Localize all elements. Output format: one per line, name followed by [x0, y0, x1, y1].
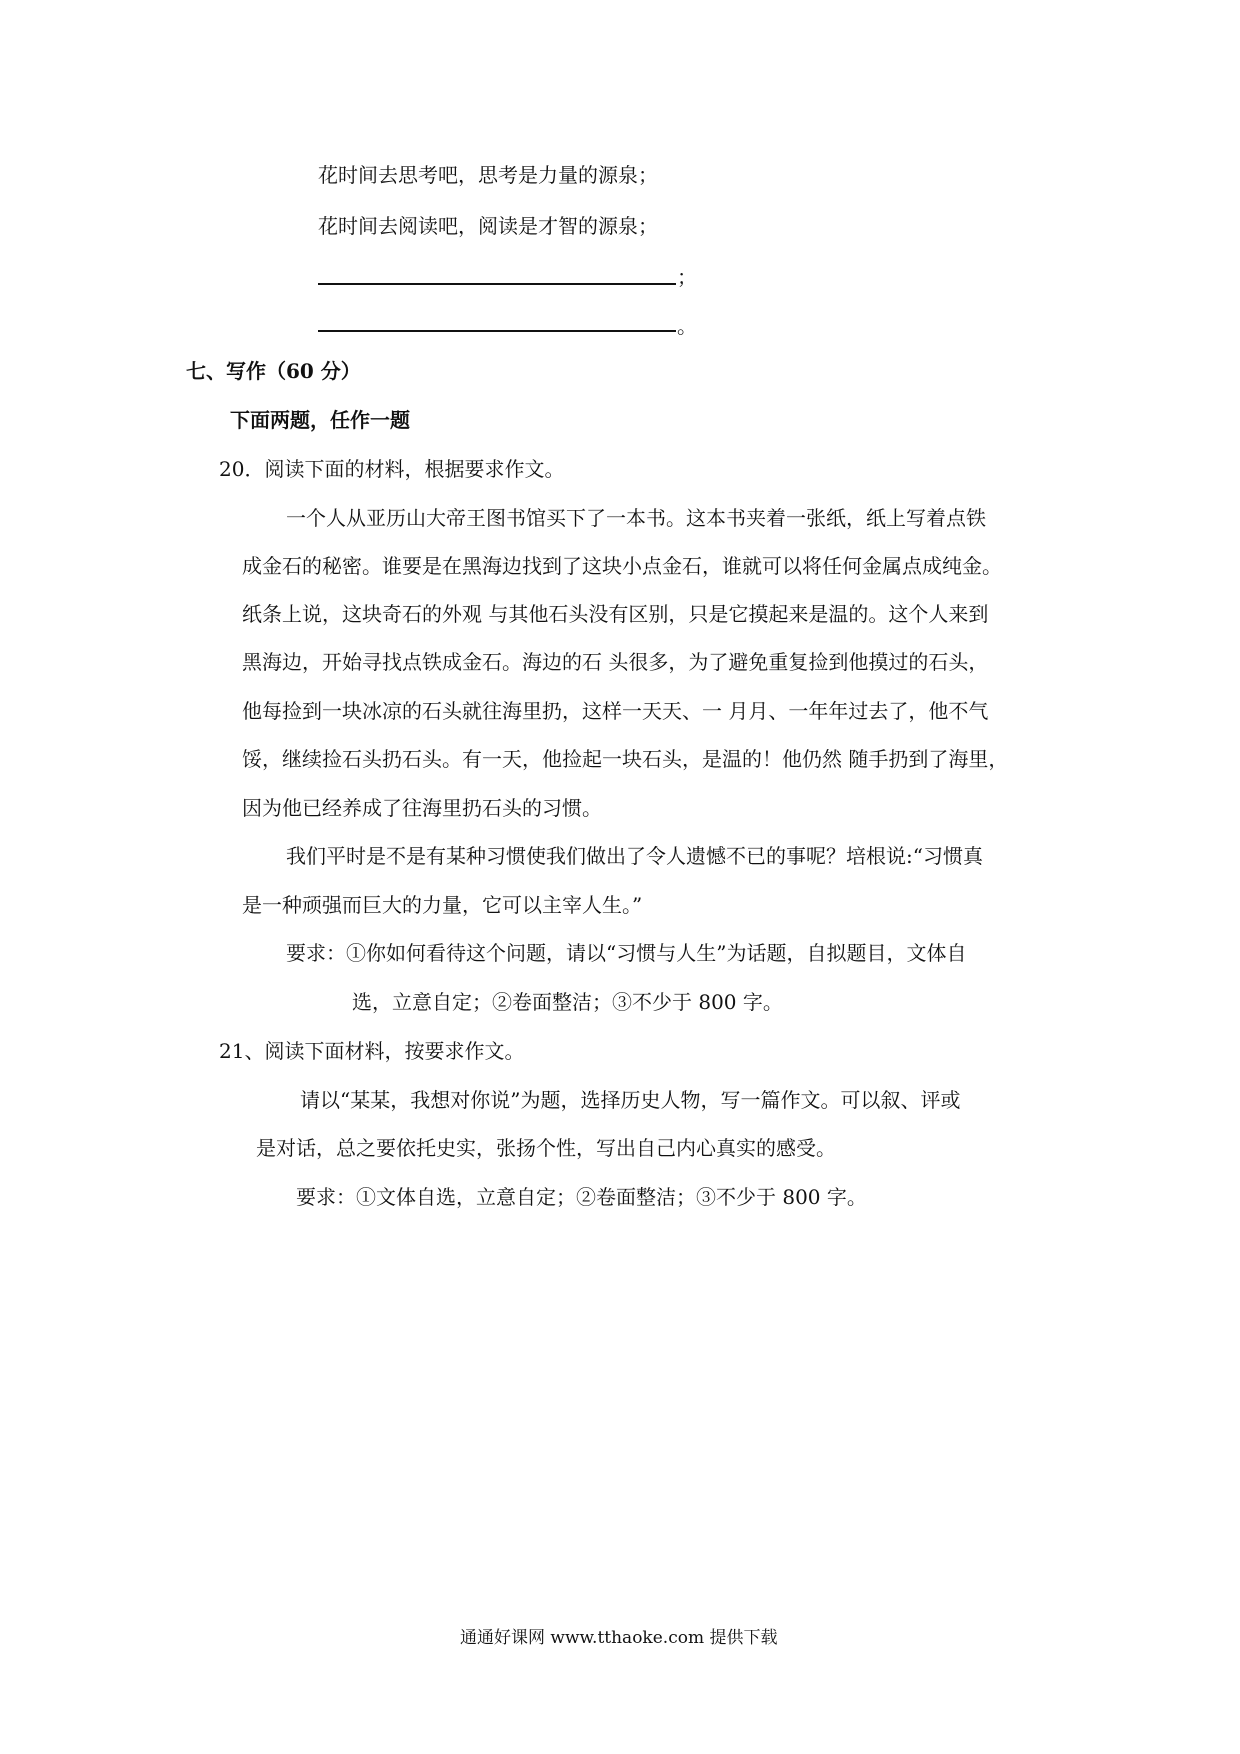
q20-para1-line: 成金石的秘密。谁要是在黑海边找到了这块小点金石，谁就可以将任何金属点成纯金。 [242, 554, 1002, 578]
q20-requirement-line: 选，立意自定；②卷面整洁；③不少于 800 字。 [352, 990, 783, 1014]
fill-blank-2-punct: 。 [677, 314, 697, 338]
section-instruction: 下面两题，任作一题 [230, 408, 410, 432]
footer-source: 通通好课网 www.tthaoke.com 提供下载 [460, 1628, 778, 1648]
q21-title: 21、阅读下面材料，按要求作文。 [219, 1039, 525, 1063]
q20-para1-line: 一个人从亚历山大帝王图书馆买下了一本书。这本书夹着一张纸，纸上写着点铁 [286, 506, 986, 530]
fill-blank-line-2[interactable] [318, 330, 676, 332]
poem-line-2: 花时间去阅读吧，阅读是才智的源泉； [318, 214, 658, 238]
q20-para2-line: 是一种顽强而巨大的力量，它可以主宰人生。” [242, 893, 643, 917]
q21-para-line: 是对话，总之要依托史实，张扬个性，写出自己内心真实的感受。 [256, 1136, 836, 1160]
q20-para1-line: 黑海边，开始寻找点铁成金石。海边的石 头很多，为了避免重复捡到他摸过的石头， [242, 650, 989, 674]
q21-requirement: 要求：①文体自选，立意自定；②卷面整洁；③不少于 800 字。 [296, 1185, 867, 1209]
fill-blank-line-1[interactable] [318, 283, 676, 285]
q20-para2-line: 我们平时是不是有某种习惯使我们做出了令人遗憾不已的事呢？培根说:“习惯真 [286, 844, 983, 868]
q20-requirement-line: 要求：①你如何看待这个问题，请以“习惯与人生”为话题，自拟题目，文体自 [286, 941, 967, 965]
fill-blank-1-punct: ； [677, 265, 697, 289]
q21-para-line: 请以“某某，我想对你说”为题，选择历史人物，写一篇作文。可以叙、评或 [300, 1088, 961, 1112]
q20-para1-line: 因为他已经养成了往海里扔石头的习惯。 [242, 796, 602, 820]
q20-title: 20．阅读下面的材料，根据要求作文。 [219, 457, 565, 481]
q20-para1-line: 他每捡到一块冰凉的石头就往海里扔，这样一天天、一 月月、一年年过去了，他不气 [242, 699, 989, 723]
poem-line-1: 花时间去思考吧，思考是力量的源泉； [318, 163, 658, 187]
q20-para1-line: 纸条上说，这块奇石的外观 与其他石头没有区别，只是它摸起来是温的。这个人来到 [242, 602, 989, 626]
section-heading: 七、写作（60 分） [186, 359, 361, 383]
q20-para1-line: 馁，继续捡石头扔石头。有一天，他捡起一块石头，是温的！他仍然 随手扔到了海里， [242, 747, 1009, 771]
